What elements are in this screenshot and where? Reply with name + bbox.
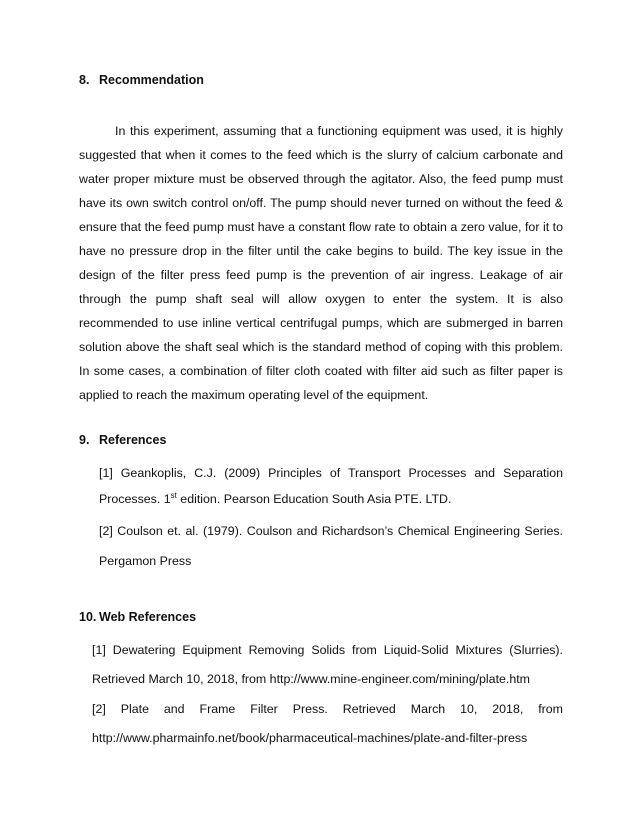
web-reference-line: Retrieved March 10, 2018, from http://www.mine-engineer.com/mining/plate.htm <box>92 672 531 686</box>
web-references-heading-number: 10. <box>79 610 97 624</box>
web-references-heading <box>79 610 196 624</box>
web-reference-line: [2] Plate and Frame Filter Press. Retrieved March 10, 2018, from <box>92 702 563 716</box>
recommendation-heading <box>79 73 204 87</box>
references-heading-number: 9. <box>79 433 90 447</box>
recommendation-line: design of the filter press feed pump is the prevention of air ingress. Leakage of air <box>79 268 563 282</box>
recommendation-line: In this experiment, assuming that a functioning equipment was used, it is highly <box>115 124 563 138</box>
recommendation-line: water proper mixture must be observed through the agitator. Also, the feed pump must <box>79 172 563 186</box>
recommendation-line: applied to reach the maximum operating level of the equipment. <box>79 388 429 402</box>
references-heading-title: References <box>99 433 167 447</box>
references-heading <box>79 433 166 447</box>
reference-line: Pergamon Press <box>99 554 192 568</box>
web-references-heading-title: Web References <box>99 610 197 624</box>
recommendation-line: In some cases, a combination of filter cloth coated with filter aid such as filter paper is <box>79 364 563 378</box>
reference-line: [2] Coulson et. al. (1979). Coulson and Richardson’s Chemical Engineering Series. <box>99 524 563 538</box>
recommendation-line: through the pump shaft seal will allow oxygen to enter the system. It is also <box>79 292 563 306</box>
recommendation-line: ensure that the feed pump must have a constant flow rate to obtain a zero value, for it to <box>79 220 563 234</box>
web-reference-line: [1] Dewatering Equipment Removing Solids from Liquid-Solid Mixtures (Slurries). <box>92 643 563 657</box>
reference-text: Processes. 1 <box>99 492 171 506</box>
recommendation-line: suggested that when it comes to the feed which is the slurry of calcium carbonate and <box>79 148 563 162</box>
recommendation-heading-number: 8. <box>79 73 90 87</box>
recommendation-line: solution above the shaft seal which is the standard method of coping with this problem. <box>79 340 563 354</box>
web-reference-line: http://www.pharmainfo.net/book/pharmaceutical-machines/plate-and-filter-press <box>92 731 528 745</box>
reference-line <box>99 491 451 507</box>
reference-line: [1] Geankoplis, C.J. (2009) Principles of Transport Processes and Separation <box>99 466 563 480</box>
recommendation-line: have no pressure drop in the filter until the cake begins to build. The key issue in the <box>79 244 563 258</box>
reference-superscript: st <box>170 491 177 500</box>
recommendation-line: recommended to use inline vertical centrifugal pumps, which are submerged in barren <box>79 316 563 330</box>
recommendation-heading-title: Recommendation <box>99 73 204 87</box>
recommendation-line: have its own switch control on/off. The pump should never turned on without the feed & <box>79 196 563 210</box>
reference-text: edition. Pearson Education South Asia PTE. LTD. <box>176 492 452 506</box>
